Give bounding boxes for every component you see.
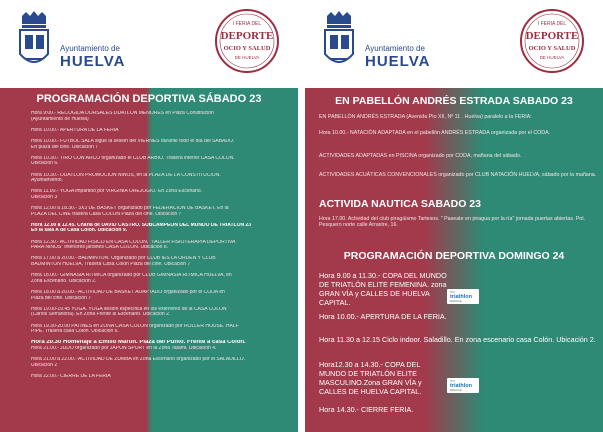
schedule-line: Hora 10.00.- FÚTBOL SALA sigue la sesión del VIERNES durante todo el día del SÁBADO. bbox=[31, 138, 235, 144]
schedule-line: Hora 11.00.- YOGA impartido por VIRGINIA OREJOGIO. En Zona Escenario. bbox=[31, 189, 202, 195]
triathlon-logo-word: triathlon bbox=[450, 383, 472, 389]
right-s2: Hora 10.00.- APERTURA DE LA FERIA. bbox=[319, 312, 447, 321]
schedule-line: Zona Escenario. Ubicación 2. bbox=[31, 278, 97, 284]
badge-line4: DE HUELVA bbox=[539, 55, 565, 60]
triathlon-logo-worldcup: World Cup bbox=[450, 300, 462, 303]
triathlon-logo-icon bbox=[447, 378, 479, 393]
left-title: PROGRAMACIÓN DEPORTIVA SÁBADO 23 bbox=[36, 93, 262, 105]
left-panel bbox=[0, 0, 298, 432]
badge-line4: DE HUELVA bbox=[234, 55, 260, 60]
right-panel bbox=[305, 0, 603, 432]
schedule-line: Ayuntamiento. bbox=[31, 178, 63, 184]
right-title-domingo: PROGRAMACIÓN DEPORTIVA DOMINGO 24 bbox=[343, 250, 565, 262]
right-p4: ACTIVIDADES ACUÁTICAS CONVENCIONALES organizado por CLUB NATACIÓN HUELVA, sábado por la mañana. bbox=[319, 172, 597, 178]
ayuntamiento-label: Ayuntamiento de bbox=[365, 44, 425, 53]
schedule-line: Hora 20.30 Homenaje a Emilio Martín. Plaza del Punto. Frente a casa Colón. bbox=[31, 340, 246, 346]
schedule-line: En la sala A de Casa Colón. Ubicación 9. bbox=[31, 228, 128, 234]
schedule-line: Ubicación 6. bbox=[31, 161, 59, 167]
schedule-line: Hora 19.00-19.45 YOGA. YOGA sesión específica en los exteriores de la CASA COLÓN bbox=[31, 306, 227, 312]
huelva-crest-icon bbox=[319, 10, 359, 76]
triathlon-logo-itu: ITU bbox=[450, 290, 455, 294]
schedule-line: PIPE. Trasera casa Colón. Ubicación 6. bbox=[31, 329, 119, 335]
schedule-line: PARA NIÑOS" interiores jardines CASA COLÓN. Ubicación 8. bbox=[31, 245, 169, 251]
triathlon-logo-worldcup: World Cup bbox=[450, 389, 462, 392]
ayuntamiento-logo-text bbox=[60, 44, 125, 70]
ayuntamiento-label: Ayuntamiento de bbox=[60, 44, 120, 53]
right-header bbox=[305, 0, 603, 88]
huelva-crest-icon bbox=[14, 10, 54, 76]
badge-line2: DEPORTE bbox=[525, 30, 579, 42]
right-p5: Hora 17.00. Actividad del club piragüismo Tartesos. " Paseate en piragua por la ría" jornada puertas abiertas. Pol. Pesquero norte calle Arrastre, 16. bbox=[319, 216, 586, 229]
left-header bbox=[0, 0, 298, 88]
schedule-line: (Carlos Serranoña). En Zona Frente al Escenario. Ubicación 2. bbox=[31, 312, 171, 318]
schedule-line: Hora 18.00 a 20.00.- ACTIVIDAD DE BASKET ADAPTADO organizado por el CODA en bbox=[31, 290, 225, 295]
right-title-pabellon: EN PABELLÓN ANDRÉS ESTRADA SABADO 23 bbox=[335, 95, 573, 107]
badge-line1: I FERIA DEL bbox=[537, 21, 567, 27]
schedule-line: Hora 12.30.- ACTIVIDAD FÍSICO EN CASA COLÓN, "TALLER FISIOTERAPIA DEPORTIVA bbox=[31, 239, 236, 245]
schedule-line: PLAZA DEL CINE trasera Casa COLÓN Plaza del cine. Ubicación 7 bbox=[31, 211, 182, 217]
triathlon-logo-itu: ITU bbox=[450, 379, 455, 383]
schedule-line: Hora 21.00.- JUDO organizado por JAPON SPORT en la Zona Tatami. Ubicación 4. bbox=[31, 345, 217, 351]
schedule-line: Hora 18.00.- GIMNASIA RÍTMICA organizado por CLUB GIMNASIA RITMICA HUELVA, en bbox=[31, 273, 232, 279]
schedule-line: Hora 12.00 a 12.45. Charla de DAVID CASTRO. SUBCAMPEON DEL MUNDO DE TRIATLÓN 23 bbox=[31, 222, 252, 228]
badge-line2: DEPORTE bbox=[220, 30, 274, 42]
feria-badge-icon bbox=[214, 8, 280, 74]
feria-badge-icon bbox=[519, 8, 585, 74]
schedule-line: Hora 10.30.- DUATLÓN PROMOCIÓN NIÑOS, en la PLAZA DE LA CONSTITUCIÓN. bbox=[31, 172, 221, 178]
schedule-line: Hora 12.00 a 18.30.- 3X3 DE BASKET organizado por FEDERACIÓN DE BASKET. En la bbox=[31, 206, 229, 212]
schedule-line: Ubicación 2 bbox=[31, 362, 58, 368]
ayuntamiento-city: HUELVA bbox=[60, 53, 126, 70]
schedule-line: En plaza del cine. Ubicación 7 bbox=[31, 144, 98, 150]
schedule-line: Hora 22.00.- CIERRE DE LA FERIA bbox=[31, 373, 111, 379]
right-title-nautica: ACTIVIDA NAUTICA SABADO 23 bbox=[319, 198, 481, 210]
right-s1: Hora 9.00 a 11.30.- COPA DEL MUNDO DE TRIATLÓN ELITE FEMENINA. zona GRAN VÍA y CALLES DE HUELVA CAPITAL. bbox=[319, 271, 447, 307]
triathlon-logo-icon bbox=[447, 289, 479, 304]
schedule-line: Hora 17.00 a 20.00.- BADMINTON. Organizado por CLUB IES LA ORDEN Y CLUB bbox=[31, 256, 216, 262]
schedule-line: Hora 19.30-20.00 PATINES en ZONA CASA COLÓN organizado por ROLLER HOUSE. HALF bbox=[31, 323, 239, 329]
right-p1: EN PABELLÓN ANDRÉS ESTRADA (Avenida Pío XII, Nº 11 . Huelva) paralelo a la FERIA: bbox=[319, 114, 532, 120]
triathlon-logo-word: triathlon bbox=[450, 294, 472, 300]
ayuntamiento-logo-text bbox=[365, 44, 430, 70]
schedule-line: Ubicación 3 bbox=[31, 194, 58, 200]
right-s3: Hora 11.30 a 12.15 Ciclo indoor. Saladillo. En zona escenario casa Colón. Ubicación 2. bbox=[319, 335, 596, 344]
badge-line3: OCIO Y SALUD bbox=[528, 45, 576, 52]
schedule-line: Hora 9:00.- RECOGIDA DORSALES DUATLÓN MENORES en Plaza Constitución bbox=[31, 111, 214, 116]
schedule-line: Hora 10.30.- TIRO CON ARCO organizado el CLUB ARBIO. Trasera interior CASA COLÓN. bbox=[31, 155, 235, 161]
right-s4: Hora12.30 a 14.30.- COPA DEL MUNDO DE TRIATLÓN ELITE MASCULINO.Zona GRAN VÍA y CALLES DE HUELVA CAPITAL. bbox=[319, 360, 422, 396]
right-p3: ACTIVIDADES ADAPTADAS en PISCINA organizado por CODA, mañana del sábado. bbox=[319, 153, 522, 159]
schedule-line: (Ayuntamiento de Huelva) bbox=[31, 116, 89, 122]
schedule-line: Hora 21.00 a 22.00.- ACTIVIDAD DE ZUMBA en Zona Escenario organizado por el SALADILLO. bbox=[31, 357, 245, 363]
right-s5: Hora 14.30.- CIERRE FERIA. bbox=[319, 405, 414, 414]
schedule-line: Hora 10.00.- APERTURA DE LA FERIA bbox=[31, 127, 119, 133]
schedule-line: BADMINTON HUELVA. Trasera Casa Colón Plaza del cine. Ubicación 7 bbox=[31, 262, 191, 268]
left-schedule bbox=[31, 111, 293, 380]
badge-line1: I FERIA DEL bbox=[232, 21, 262, 27]
right-p2: Hora 10.00.- NATACIÓN ADAPTADA en el pabellón ANDRÉS ESTRADA organizada por el CODA. bbox=[319, 130, 551, 136]
badge-line3: OCIO Y SALUD bbox=[223, 45, 271, 52]
schedule-line: Plaza del cine. Ubicación 7 bbox=[31, 295, 92, 301]
ayuntamiento-city: HUELVA bbox=[365, 53, 431, 70]
